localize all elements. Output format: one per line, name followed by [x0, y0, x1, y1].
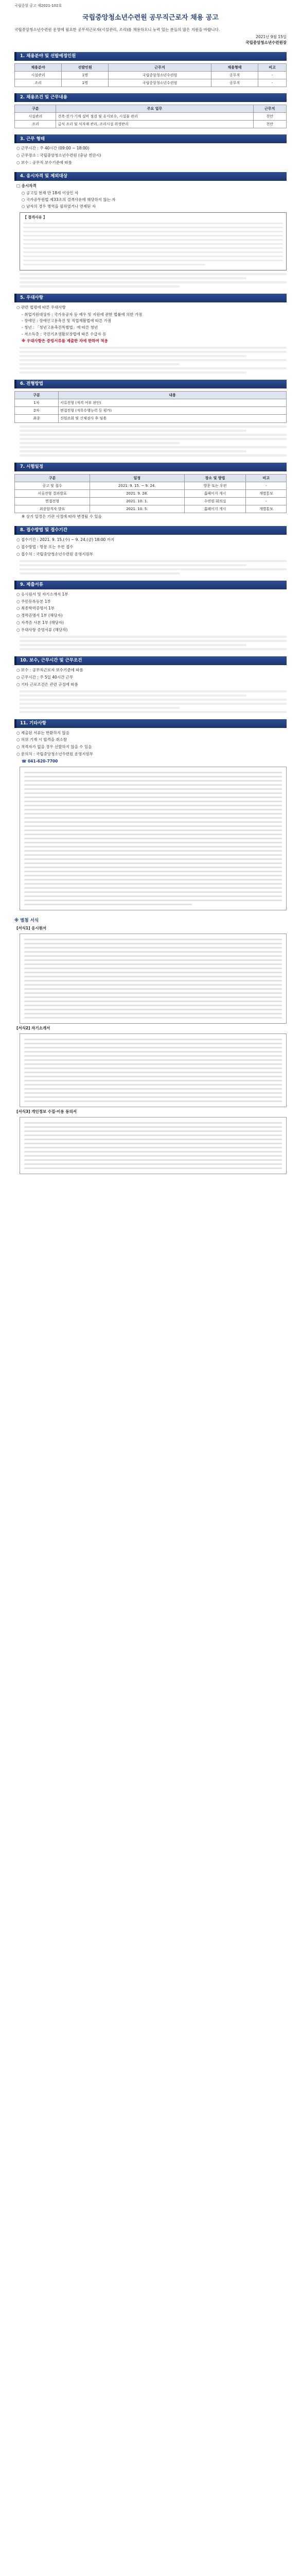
- table-row: [15, 71, 287, 79]
- table-cell: 서류전형 결과발표: [15, 489, 90, 497]
- list-item: ○ 접수처 : 국립중앙청소년수련원 운영지원부: [16, 551, 94, 556]
- list-item: ○ 최종학력증명서 1부: [16, 606, 55, 611]
- table-cell: 방문 또는 우편: [184, 482, 246, 489]
- form-title: [서식2] 자기소개서: [16, 1026, 50, 1031]
- text-block: [20, 767, 287, 910]
- table-cell: 조리: [15, 121, 56, 128]
- table-cell: -: [258, 79, 287, 87]
- list-item: ○ 제출된 서류는 반환하지 않음: [16, 730, 70, 735]
- table-header: 내용: [58, 391, 286, 399]
- notice-number: 국립중앙 공고 제2021-102호: [14, 4, 62, 8]
- list-item: ○ 접수기간 : 2021. 9. 15.(수) ~ 9. 24.(금) 18:00 까지: [16, 537, 115, 543]
- table-cell: 1명: [62, 71, 109, 79]
- contact-phone: ☎ 041-620-7700: [22, 759, 58, 764]
- table-cell: 신원조회 및 신체검사 후 임용: [58, 415, 286, 422]
- recruit-table: [14, 63, 287, 87]
- table-cell: 국립중앙청소년수련원: [109, 71, 211, 79]
- table-row: [15, 415, 287, 422]
- notice-note: ※ 우대사항은 증빙서류를 제출한 자에 한하여 적용: [22, 338, 108, 344]
- text-block: [20, 347, 287, 374]
- table-cell: 공무직: [211, 71, 258, 79]
- table-header: 채용형태: [211, 63, 258, 71]
- table-cell: 2021. 10. 5.: [90, 505, 184, 513]
- form-title: [서식1] 응시원서: [16, 926, 47, 931]
- table-header: 구분: [15, 105, 56, 113]
- table-cell: 공고 및 접수: [15, 482, 90, 489]
- table-cell: 공무직: [211, 79, 258, 87]
- table-cell: 개별통보: [246, 505, 287, 513]
- table-cell: -: [246, 482, 287, 489]
- text-block: [20, 560, 287, 574]
- table-row: [15, 79, 287, 87]
- section-heading: 1. 채용분야 및 선발예정인원: [14, 52, 287, 61]
- table-header: 구분: [15, 474, 90, 482]
- section-heading: 7. 시험일정: [14, 463, 287, 471]
- table-header: 구분: [15, 391, 59, 399]
- table-cell: 면접전형 (직무수행능력 등 평가): [58, 407, 286, 415]
- table-cell: -: [246, 497, 287, 505]
- list-item: ○ 보수 : 공무직근로자 보수기준에 따름: [16, 667, 83, 672]
- list-item: - 청년 : 「청년고용촉진특별법」에 따른 청년: [22, 325, 98, 330]
- table-cell: 건축·전기·기계 설비 점검 및 유지보수, 시설물 관리: [56, 113, 253, 121]
- list-item: ○ 주민등록등본 1부: [16, 599, 51, 604]
- list-item: ○ 허위 기재 시 합격을 취소함: [16, 737, 67, 742]
- duty-table: [14, 105, 287, 128]
- section-heading: 3. 근무 형태: [14, 134, 287, 143]
- table-cell: 천안: [253, 121, 286, 128]
- table-cell: 2021. 10. 1.: [90, 497, 184, 505]
- list-item: ○ 접수방법 : 방문 또는 우편 접수: [16, 544, 74, 549]
- subsection-label: □ 응시자격: [16, 183, 37, 189]
- list-item: ○ 경력증명서 1부 (해당자): [16, 613, 63, 618]
- list-item: ○ 국가공무원법 제33조의 결격사유에 해당하지 않는 자: [22, 197, 116, 202]
- table-cell: 2021. 9. 28.: [90, 489, 184, 497]
- list-item: - 저소득층 : 국민기초생활보장법에 따른 수급자 등: [22, 332, 107, 337]
- section-heading: 11. 기타사항: [14, 719, 287, 728]
- list-item: - 장애인 : 장애인고용촉진 및 직업재활법에 따른 가점: [22, 318, 112, 324]
- table-header: 주요 업무: [56, 105, 253, 113]
- table-cell: 급식 조리 및 식자재 관리, 조리시설 위생관리: [56, 121, 253, 128]
- table-cell: 수련원 회의실: [184, 497, 246, 505]
- appendix: [14, 918, 287, 1174]
- table-cell: 2차: [15, 407, 59, 415]
- list-item: ○ 우대사항 증빙서류 (해당자): [16, 628, 68, 633]
- section-heading: 9. 제출서류: [14, 581, 287, 589]
- table-cell: 1명: [62, 79, 109, 87]
- intro-text: 국립중앙청소년수련원 운영에 필요한 공무직근로자(시설관리, 조리)를 채용하오니 능력 있는 분들의 많은 지원을 바랍니다.: [14, 27, 220, 32]
- text-block: [20, 690, 287, 713]
- section-heading: 8. 접수방법 및 접수기간: [14, 526, 287, 535]
- text-block: [20, 273, 287, 287]
- list-item: ○ 문의처 : 국립중앙청소년수련원 운영지원부: [16, 752, 94, 757]
- schedule-table: [14, 474, 287, 514]
- section-heading: 10. 보수, 근무시간 및 근무조건: [14, 656, 287, 665]
- table-header: 채용분야: [15, 63, 62, 71]
- table-row: [15, 399, 287, 407]
- list-item: ○ 관련 법령에 따른 우대사항: [16, 304, 66, 310]
- form-body: [20, 934, 287, 1024]
- list-item: ○ 근무장소 : 국립중앙청소년수련원 (충남 천안시): [16, 153, 101, 158]
- table-cell: 천안: [253, 113, 286, 121]
- text-block: [23, 223, 283, 265]
- table-cell: 면접전형: [15, 497, 90, 505]
- list-item: ○ 보수 : 공무직 보수기준에 따름: [16, 160, 72, 165]
- table-cell: 시설관리: [15, 71, 62, 79]
- table-cell: 개별통보: [246, 489, 287, 497]
- table-cell: -: [258, 71, 287, 79]
- table-cell: 홈페이지 게시: [184, 505, 246, 513]
- table-header: 근무지: [253, 105, 286, 113]
- form-body: [20, 1117, 287, 1174]
- table-row: [15, 407, 287, 415]
- list-item: ○ 기타 근로조건은 관련 규정에 따름: [16, 682, 78, 687]
- section-heading: 4. 응시자격 및 제외대상: [14, 172, 287, 181]
- schedule-note: ※ 상기 일정은 기관 사정에 따라 변경될 수 있음: [22, 514, 102, 519]
- text-block: [20, 426, 287, 456]
- section-heading: 5. 우대사항: [14, 294, 287, 302]
- table-cell: 홈페이지 게시: [184, 489, 246, 497]
- table-row: [15, 121, 287, 128]
- section-heading: 2. 채용조건 및 근무내용: [14, 93, 287, 102]
- table-row: [15, 482, 287, 489]
- table-row: [15, 505, 287, 513]
- list-item: ○ 자격증 사본 1부 (해당자): [16, 620, 64, 625]
- table-header: 선발인원: [62, 63, 109, 71]
- list-item: ○ 공고일 현재 만 18세 이상인 자: [22, 190, 79, 195]
- page-title: 국립중앙청소년수련원 공무직근로자 채용 공고: [82, 14, 219, 22]
- table-row: [15, 113, 287, 121]
- table-header: 근무지: [109, 63, 211, 71]
- form-body: [20, 1033, 287, 1107]
- table-cell: 1차: [15, 399, 59, 407]
- disqualification-box: [20, 212, 287, 270]
- list-item: ○ 근무시간 : 주 5일 40시간 근무: [16, 674, 74, 680]
- table-cell: 최종합격자 발표: [15, 505, 90, 513]
- notice-date: 2021년 9월 15일: [256, 34, 287, 39]
- list-item: ○ 남자의 경우 병역을 필하였거나 면제된 자: [22, 204, 96, 209]
- table-row: [15, 489, 287, 497]
- notice-org: 국립중앙청소년수련원장: [245, 40, 287, 45]
- list-item: ○ 응시원서 및 자기소개서 1부: [16, 591, 68, 597]
- table-header: 일정: [90, 474, 184, 482]
- table-cell: 조리: [15, 79, 62, 87]
- list-item: ○ 적격자가 없을 경우 선발하지 않을 수 있음: [16, 744, 92, 750]
- text-block: [20, 636, 287, 650]
- form-title: [서식3] 개인정보 수집·이용 동의서: [16, 1109, 77, 1114]
- table-cell: 서류전형 (적격 여부 판단): [58, 399, 286, 407]
- table-row: [15, 497, 287, 505]
- table-header: 비고: [258, 63, 287, 71]
- box-title: 【 결격사유 】: [23, 215, 47, 219]
- table-header: 비고: [246, 474, 287, 482]
- table-header: 장소 및 방법: [184, 474, 246, 482]
- table-cell: 국립중앙청소년수련원: [109, 79, 211, 87]
- table-cell: 2021. 9. 15. ~ 9. 24.: [90, 482, 184, 489]
- section-heading: 6. 전형방법: [14, 380, 287, 388]
- table-cell: 최종: [15, 415, 59, 422]
- list-item: ○ 근무시간 : 주 40시간 (09:00 ~ 18:00): [16, 146, 90, 151]
- table-cell: 시설관리: [15, 113, 56, 121]
- process-table: [14, 391, 287, 423]
- list-item: - 취업지원대상자 : 국가유공자 등 예우 및 지원에 관한 법률에 의한 가점: [22, 312, 143, 317]
- appendix-title: ※ 별첨 서식: [14, 918, 39, 923]
